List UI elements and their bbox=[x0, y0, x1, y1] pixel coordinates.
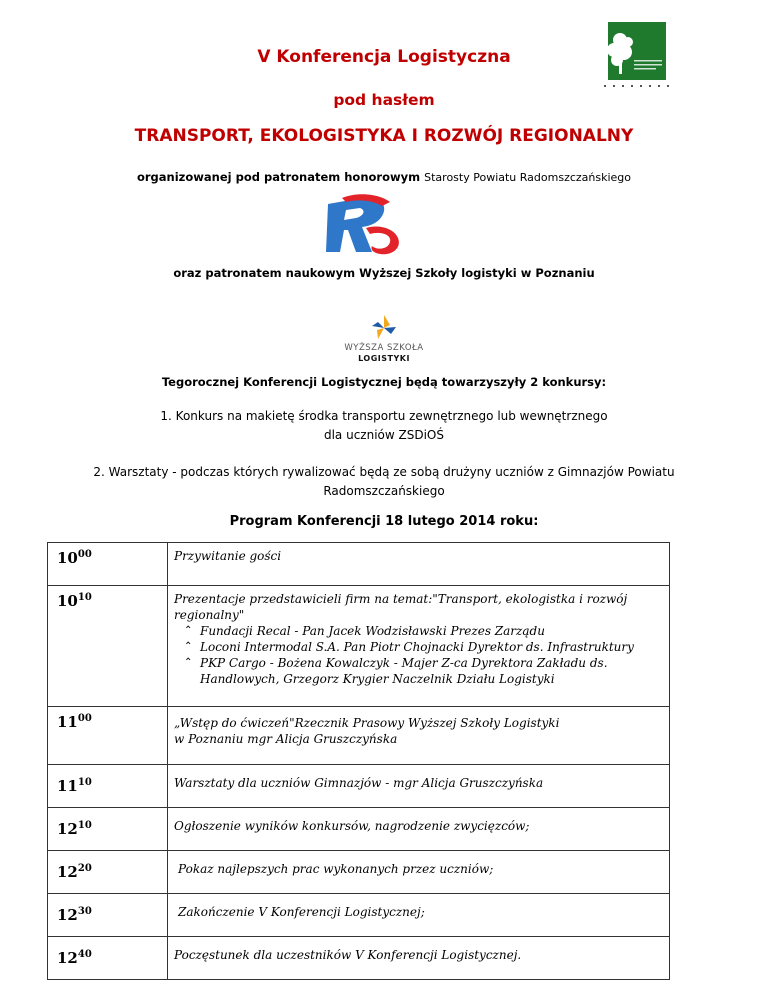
time-hour: 10 bbox=[57, 549, 78, 567]
honorary-patronage bbox=[0, 170, 768, 184]
desc-cell bbox=[168, 894, 670, 937]
time-minute: 10 bbox=[77, 820, 92, 831]
contest-2-line1: 2. Warsztaty - podczas których rywalizować będą ze sobą drużyny uczniów z Gimnazjów Powiatu bbox=[93, 465, 675, 479]
row-desc: Przywitanie gości bbox=[174, 549, 282, 563]
table-row bbox=[48, 707, 670, 765]
time-cell bbox=[48, 894, 168, 937]
time-hour: 12 bbox=[57, 906, 78, 924]
arrow-bullet-icon: ⌃ bbox=[184, 625, 193, 636]
table-row bbox=[48, 851, 670, 894]
list-item bbox=[184, 623, 661, 639]
arrow-bullet-icon: ⌃ bbox=[184, 641, 193, 652]
honorary-patron: Starosty Powiatu Radomszczańskiego bbox=[424, 171, 632, 184]
table-row bbox=[48, 586, 670, 707]
list-item bbox=[184, 639, 661, 655]
time-hour: 10 bbox=[57, 592, 78, 610]
time-cell bbox=[48, 707, 168, 765]
contest-1-line1: 1. Konkurs na makietę środka transportu zewnętrznego lub wewnętrznego bbox=[160, 409, 608, 423]
speakers-list bbox=[174, 623, 661, 687]
desc-cell bbox=[168, 543, 670, 586]
contests-intro: Tegorocznej Konferencji Logistycznej będą towarzyszyły 2 konkursy: bbox=[161, 375, 607, 389]
row-desc-line2: w Poznaniu mgr Alicja Gruszczyńska bbox=[174, 732, 398, 746]
list-item bbox=[184, 655, 661, 687]
wsl-logo-line1: WYŻSZA SZKOŁA bbox=[344, 343, 424, 353]
arrow-bullet-icon: ⌃ bbox=[184, 657, 193, 668]
desc-cell bbox=[168, 937, 670, 980]
time-cell bbox=[48, 851, 168, 894]
time-minute: 30 bbox=[77, 906, 92, 917]
table-row bbox=[48, 543, 670, 586]
contest-2 bbox=[0, 463, 768, 501]
contest-1-line2: dla uczniów ZSDiOŚ bbox=[323, 428, 444, 442]
time-cell bbox=[48, 543, 168, 586]
wsl-logo bbox=[334, 313, 434, 368]
desc-cell bbox=[168, 707, 670, 765]
time-minute: 20 bbox=[77, 863, 92, 874]
time-hour: 12 bbox=[57, 949, 78, 967]
desc-cell bbox=[168, 765, 670, 808]
list-item-text: PKP Cargo - Bożena Kowalczyk - Majer Z-ca Dyrektora Zakładu ds. Handlowych, Grzegorz Krygier Naczelnik Działu Logistyki bbox=[200, 656, 608, 686]
table-row bbox=[48, 894, 670, 937]
wsl-logo-line2: LOGISTYKI bbox=[358, 354, 410, 363]
desc-cell bbox=[168, 586, 670, 707]
row-desc-line1: „Wstęp do ćwiczeń"Rzecznik Prasowy Wyższej Szkoły Logistyki bbox=[174, 716, 560, 730]
time-hour: 12 bbox=[57, 820, 78, 838]
conference-title: V Konferencja Logistyczna bbox=[257, 47, 511, 67]
scientific-patronage: oraz patronatem naukowym Wyższej Szkoły logistyki w Poznaniu bbox=[173, 266, 595, 280]
time-hour: 11 bbox=[57, 713, 78, 731]
row-desc: Ogłoszenie wyników konkursów, nagrodzenie zwycięzców; bbox=[174, 819, 530, 833]
program-table bbox=[47, 542, 670, 980]
time-hour: 12 bbox=[57, 863, 78, 881]
list-item-text: Fundacji Recal - Pan Jacek Wodzisławski Prezes Zarządu bbox=[200, 624, 545, 638]
time-minute: 10 bbox=[77, 592, 92, 603]
list-item-text: Loconi Intermodal S.A. Pan Piotr Chojnacki Dyrektor ds. Infrastruktury bbox=[200, 640, 634, 654]
table-row bbox=[48, 808, 670, 851]
table-row bbox=[48, 765, 670, 808]
time-cell bbox=[48, 586, 168, 707]
contest-2-line2: Radomszczańskiego bbox=[323, 484, 445, 498]
row-desc: Prezentacje przedstawicieli firm na temat:"Transport, ekologistka i rozwój regionalny" bbox=[174, 592, 628, 622]
time-minute: 00 bbox=[77, 549, 92, 560]
time-minute: 40 bbox=[77, 949, 92, 960]
time-cell bbox=[48, 765, 168, 808]
powiat-r-logo bbox=[322, 194, 406, 258]
conference-motto: TRANSPORT, EKOLOGISTYKA I ROZWÓJ REGIONALNY bbox=[134, 126, 634, 146]
time-minute: 00 bbox=[77, 713, 92, 724]
time-cell bbox=[48, 808, 168, 851]
row-desc: Warsztaty dla uczniów Gimnazjów - mgr Alicja Gruszczyńska bbox=[174, 776, 544, 790]
table-row bbox=[48, 937, 670, 980]
desc-cell bbox=[168, 808, 670, 851]
motto-intro: pod hasłem bbox=[333, 91, 435, 109]
row-desc: Zakończenie V Konferencji Logistycznej; bbox=[178, 905, 425, 919]
time-hour: 11 bbox=[57, 777, 78, 795]
contest-1 bbox=[0, 407, 768, 445]
desc-cell bbox=[168, 851, 670, 894]
row-desc: Poczęstunek dla uczestników V Konferencji Logistycznej. bbox=[174, 948, 522, 962]
time-cell bbox=[48, 937, 168, 980]
program-title: Program Konferencji 18 lutego 2014 roku: bbox=[229, 514, 539, 529]
time-minute: 10 bbox=[77, 777, 92, 788]
honorary-prefix: organizowanej pod patronatem honorowym bbox=[136, 170, 421, 184]
row-desc: Pokaz najlepszych prac wykonanych przez uczniów; bbox=[178, 862, 494, 876]
